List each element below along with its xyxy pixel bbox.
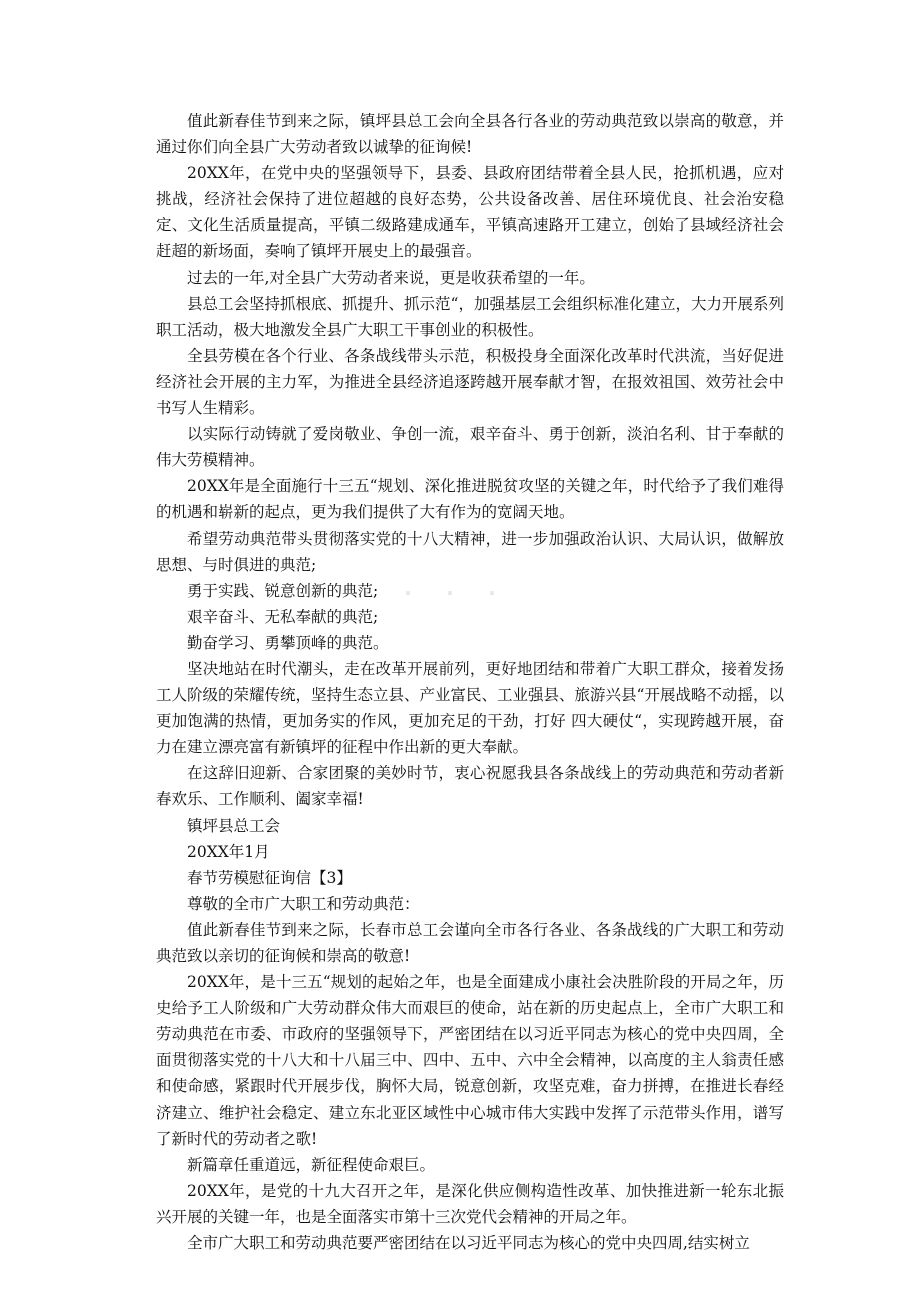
- paragraph: 20XX年是全面施行十三五“规划、深化推进脱贫攻坚的关键之年，时代给予了我们难得的机遇和崭新的起点，更为我们提供了大有作为的宽阔天地。: [156, 477, 784, 522]
- paragraph: 勇于实践、锐意创新的典范;: [187, 581, 379, 600]
- paragraph: 在这辞旧迎新、合家团聚的美妙时节，衷心祝愿我县各条战线上的劳动典范和劳动者新春欢乐、工作顺利、阖家幸福!: [156, 764, 784, 809]
- paragraph: 希望劳动典范带头贯彻落实党的十八大精神，进一步加强政治认识、大局认识，做解放思想、与时俱进的典范;: [156, 529, 784, 574]
- paragraph: 值此新春佳节到来之际，长春市总工会谨向全市各行各业、各条战线的广大职工和劳动典范致以亲切的征询候和崇高的敬意!: [156, 920, 784, 965]
- salutation: 尊敬的全市广大职工和劳动典范：: [187, 894, 420, 913]
- paragraph: 坚决地站在时代潮头，走在改革开展前列，更好地团结和带着广大职工群众，接着发扬工人阶级的荣耀传统，坚持生态立县、产业富民、工业强县、旅游兴县“开展战略不动摇，以更加饱满的热情，更加务实的作风，更加充足的干劲，打好 四大硬仗“，实现跨越开展，奋力在建立漂亮富有新镇坪的征程中作出新的更大奉献。: [156, 659, 784, 757]
- paragraph: 新篇章任重道远，新征程使命艰巨。: [187, 1155, 436, 1174]
- paragraph: 勤奋学习、勇攀顶峰的典范。: [187, 633, 389, 652]
- document-body: [156, 108, 784, 1256]
- paragraph: 全市广大职工和劳动典范要严密团结在以习近平同志为核心的党中央四周,结实树立: [187, 1234, 750, 1253]
- paragraph: 过去的一年,对全县广大劳动者来说，更是收获希望的一年。: [187, 268, 595, 287]
- paragraph: 艰辛奋斗、无私奉献的典范;: [187, 607, 379, 626]
- watermark: · · · ·: [360, 570, 508, 611]
- signature-org: 镇坪县总工会: [187, 816, 281, 835]
- paragraph: 全县劳模在各个行业、各条战线带头示范，积极投身全面深化改革时代洪流，当好促进经济社会开展的主力军，为推进全县经济追逐跨越开展奉献才智，在报效祖国、效劳社会中书写人生精彩。: [156, 346, 784, 418]
- paragraph: 县总工会坚持抓根底、抓提升、抓示范“，加强基层工会组织标准化建立，大力开展系列职工活动，极大地激发全县广大职工干事创业的积极性。: [156, 294, 784, 339]
- paragraph: 20XX年，在党中央的坚强领导下，县委、县政府团结带着全县人民，抢抓机遇，应对挑战，经济社会保持了进位超越的良好态势，公共设备改善、居住环境优良、社会治安稳定、文化生活质量提高，平镇二级路建成通车，平镇高速路开工建立，创始了县域经济社会赶超的新场面，奏响了镇坪开展史上的最强音。: [156, 164, 784, 261]
- signature-date: 20XX年1月: [187, 842, 270, 861]
- paragraph: 值此新春佳节到来之际，镇坪县总工会向全县各行各业的劳动典范致以崇高的敬意，并通过你们向全县广大劳动者致以诚挚的征询候!: [156, 112, 784, 157]
- paragraph: 以实际行动铸就了爱岗敬业、争创一流，艰辛奋斗、勇于创新，淡泊名利、甘于奉献的伟大劳模精神。: [156, 425, 784, 470]
- paragraph: 20XX年，是党的十九大召开之年，是深化供应侧构造性改革、加快推进新一轮东北振兴开展的关键一年，也是全面落实市第十三次党代会精神的开局之年。: [156, 1181, 784, 1226]
- section-title: 春节劳模慰征询信【3】: [187, 868, 352, 887]
- paragraph: 20XX年，是十三五“规划的起始之年，也是全面建成小康社会决胜阶段的开局之年，历史给予工人阶级和广大劳动群众伟大而艰巨的使命，站在新的历史起点上，全市广大职工和劳动典范在市委、市政府的坚强领导下，严密团结在以习近平同志为核心的党中央四周，全面贯彻落实党的十八大和十八届三中、四中、五中、六中全会精神，以高度的主人翁责任感和使命感，紧跟时代开展步伐，胸怀大局，锐意创新，攻坚克难，奋力拼搏，在推进长春经济建立、维护社会稳定、建立东北亚区域性中心城市伟大实践中发挥了示范带头作用，谱写了新时代的劳动者之歌!: [156, 973, 784, 1148]
